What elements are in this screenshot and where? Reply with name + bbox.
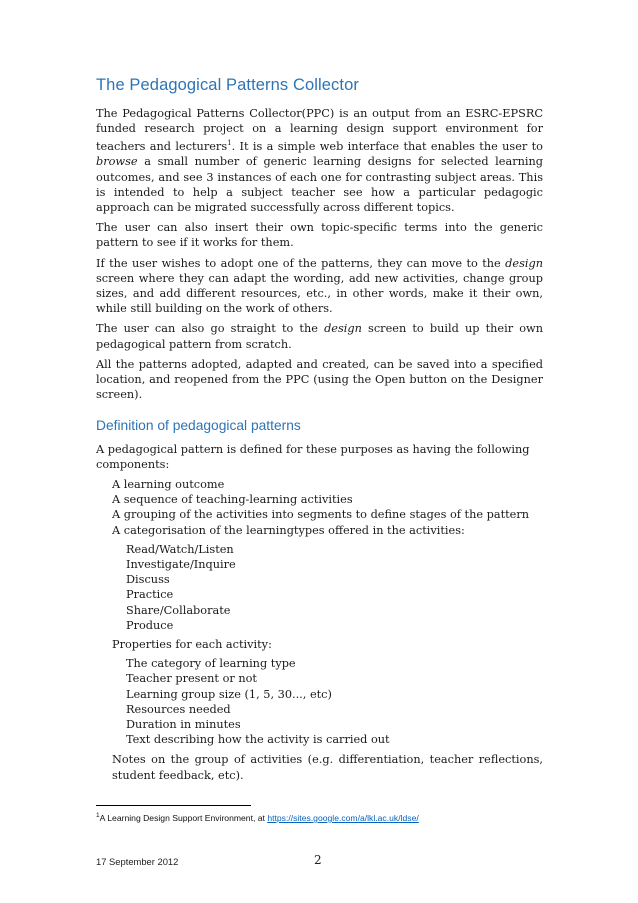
footnote-reference[interactable]: 1 [227,139,232,148]
paragraph-adopt-patterns: If the user wishes to adopt one of the patterns, they can move to the design screen where they can adapt the wording, add new activities, change group sizes, and add different resources, etc., in other words, make it their own, while still building on the work of others. [96,256,543,316]
list-item: A learning outcome [112,478,225,492]
list-item: Learning group size (1, 5, 30..., etc) [126,687,332,701]
footnote-link[interactable]: https://sites.google.com/a/lkl.ac.uk/ldse/ [267,812,419,823]
list-item: Text describing how the activity is carried out [126,733,390,747]
learning-types-list [112,542,543,633]
footnote-marker: 1 [96,812,100,819]
properties-list [112,656,543,747]
list-item: A grouping of the activities into segments to define stages of the pattern [112,508,530,522]
components-list [96,477,543,783]
footer-date: 17 September 2012 [96,856,179,867]
list-item: Investigate/Inquire [126,558,236,572]
list-item: Resources needed [126,702,231,716]
list-item: Teacher present or not [126,672,257,686]
list-item: A categorisation of the learningtypes offered in the activities: [112,523,465,537]
list-item: A sequence of teaching-learning activities [112,493,353,507]
footnote [96,812,419,823]
list-item: Practice [126,588,174,602]
list-item: The category of learning type [126,657,296,671]
paragraph-design-screen: The user can also go straight to the design screen to build up their own pedagogical pattern from scratch. [96,322,543,351]
list-item: Discuss [126,573,170,587]
paragraph-insert-terms: The user can also insert their own topic-specific terms into the generic pattern to see if it works for them. [96,221,543,250]
list-item: Produce [126,618,174,632]
list-item: Duration in minutes [126,718,241,732]
footnote-separator [96,805,251,806]
footnote-text: A Learning Design Support Environment, at [99,812,268,823]
page-title: The Pedagogical Patterns Collector [96,76,359,94]
definition-intro: A pedagogical pattern is defined for these purposes as having the following components: [96,442,530,471]
notes-item: Notes on the group of activities (e.g. differentiation, teacher reflections, student feedback, etc). [112,753,543,782]
page-number: 2 [314,853,322,867]
paragraph-save-patterns: All the patterns adopted, adapted and created, can be saved into a specified location, and reopened from the PPC (using the Open button on the Designer screen). [96,357,543,402]
section-heading: Definition of pedagogical patterns [96,418,301,434]
paragraph-intro: The Pedagogical Patterns Collector(PPC) is an output from an ESRC-EPSRC funded research project on a learning design support environment for teachers and lecturers$^1$. It is a simple web interface that enables the user to browse a small number of generic learning designs for selected learning outcomes, and see 3 instances of each one for contrasting subject areas. This is intended to help a subject teacher see how a particular pedagogic approach can be migrated successfully across different topics. [96,107,543,214]
list-item: Share/Collaborate [126,603,231,617]
document-body [96,106,543,783]
properties-label: Properties for each activity: [112,638,272,652]
list-item: Read/Watch/Listen [126,542,234,556]
